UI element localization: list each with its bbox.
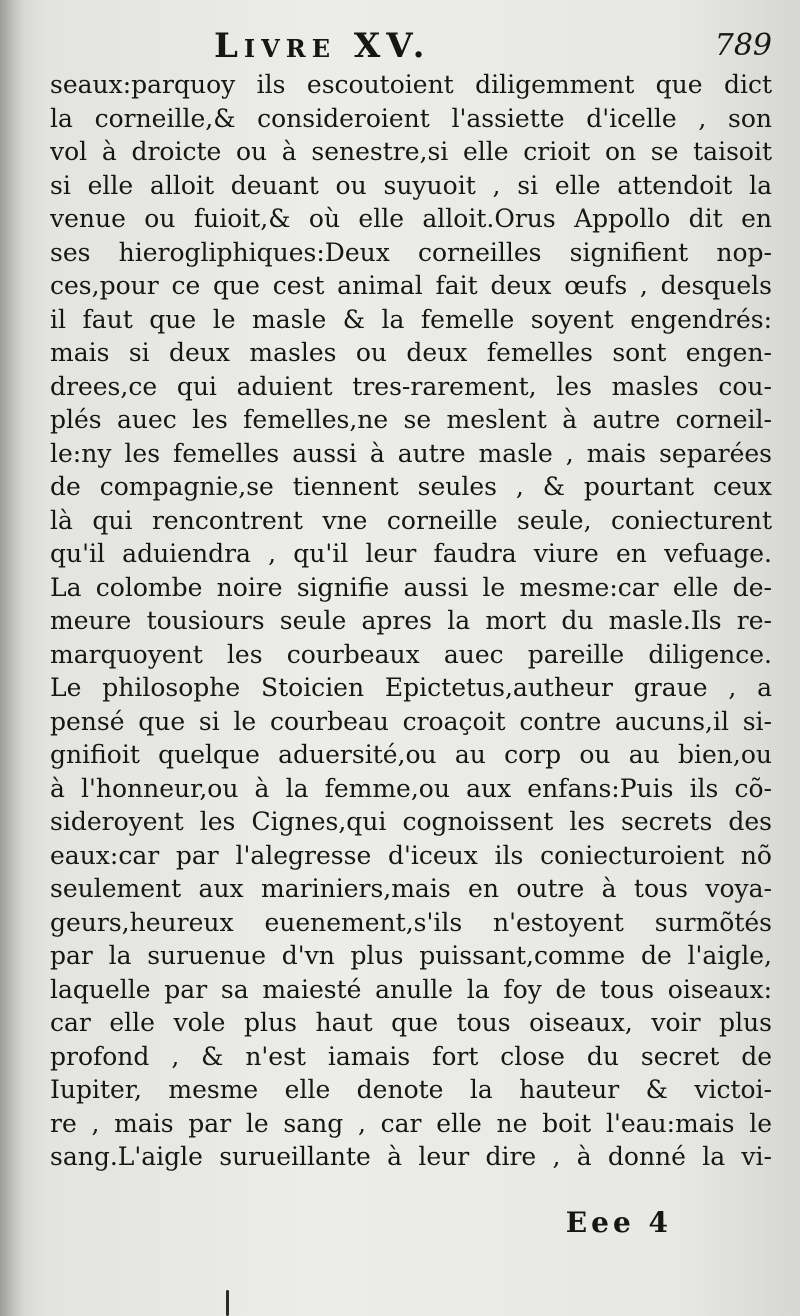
text-line: laquelle par sa maiesté anulle la foy de tous oiseaux: (50, 974, 772, 1004)
running-head (0, 24, 800, 64)
signature-mark: Eee 4 (565, 1206, 672, 1239)
text-line: geurs,heureux euenement,s'ils n'estoyent surmõtés (50, 907, 772, 937)
text-line: la corneille,& consideroient l'assiette d'icelle , son (50, 103, 772, 133)
text-line: vol à droicte ou à senestre,si elle crioit on se taisoit (50, 137, 772, 166)
text-line: ces,pour ce que cest animal fait deux œufs , desquels (50, 271, 772, 300)
running-title: Livre XV. (214, 26, 431, 66)
gutter-shadow (0, 0, 24, 1316)
text-line: meure tousiours seule apres la mort du masle.Ils re- (50, 606, 772, 635)
text-line: sideroyent les Cignes,qui cognoissent les secrets des (50, 807, 772, 836)
text-line: il faut que le masle & la femelle soyent engendrés: (50, 304, 772, 334)
text-line: mais si deux masles ou deux femelles sont engen- (50, 338, 772, 367)
text-line: ses hierogliphiques:Deux corneilles signifient nop- (50, 237, 772, 267)
text-line: re , mais par le sang , car elle ne boit l'eau:mais le (50, 1108, 772, 1138)
text-line: Iupiter, mesme elle denote la hauteur & victoi- (50, 1075, 772, 1104)
text-line: profond , & n'est iamais fort close du secret de (50, 1041, 772, 1071)
text-line: plés auec les femelles,ne se meslent à autre corneil- (50, 405, 772, 434)
page-number: 789 (714, 28, 772, 63)
text-line: venue ou fuioit,& où elle alloit.Orus Appollo dit en (50, 204, 772, 233)
text-line: drees,ce qui aduient tres-rarement, les masles cou- (50, 371, 772, 401)
body-text (50, 68, 772, 1174)
page-edge-mark (226, 1290, 229, 1316)
text-line: car elle vole plus haut que tous oiseaux, voir plus (50, 1008, 772, 1037)
text-line: là qui rencontrent vne corneille seule, coniecturent (50, 505, 772, 535)
text-line: si elle alloit deuant ou suyuoit , si elle attendoit la (50, 170, 772, 200)
text-line: sang.L'aigle surueillante à leur dire , à donné la vi- (50, 1142, 772, 1171)
text-line: marquoyent les courbeaux auec pareille diligence. (50, 639, 772, 669)
text-line: à l'honneur,ou à la femme,ou aux enfans:Puis ils cõ- (50, 773, 772, 803)
text-line: seulement aux mariniers,mais en outre à tous voya- (50, 874, 772, 903)
text-line: Le philosophe Stoicien Epictetus,autheur graue , a (50, 673, 772, 702)
text-line: eaux:car par l'alegresse d'iceux ils coniecturoient nõ (50, 840, 772, 870)
text-line: gnifioit quelque aduersité,ou au corp ou au bien,ou (50, 740, 772, 769)
text-line: le:ny les femelles aussi à autre masle , mais separées (50, 438, 772, 468)
text-line: par la suruenue d'vn plus puissant,comme de l'aigle, (50, 941, 772, 970)
text-line: La colombe noire signifie aussi le mesme:car elle de- (50, 572, 772, 602)
text-line: pensé que si le courbeau croaçoit contre aucuns,il si- (50, 706, 772, 736)
text-line: seaux:parquoy ils escoutoient diligemment que dict (50, 70, 772, 99)
text-line: de compagnie,se tiennent seules , & pourtant ceux (50, 472, 772, 501)
text-line: qu'il aduiendra , qu'il leur faudra viure en vefuage. (50, 539, 772, 568)
